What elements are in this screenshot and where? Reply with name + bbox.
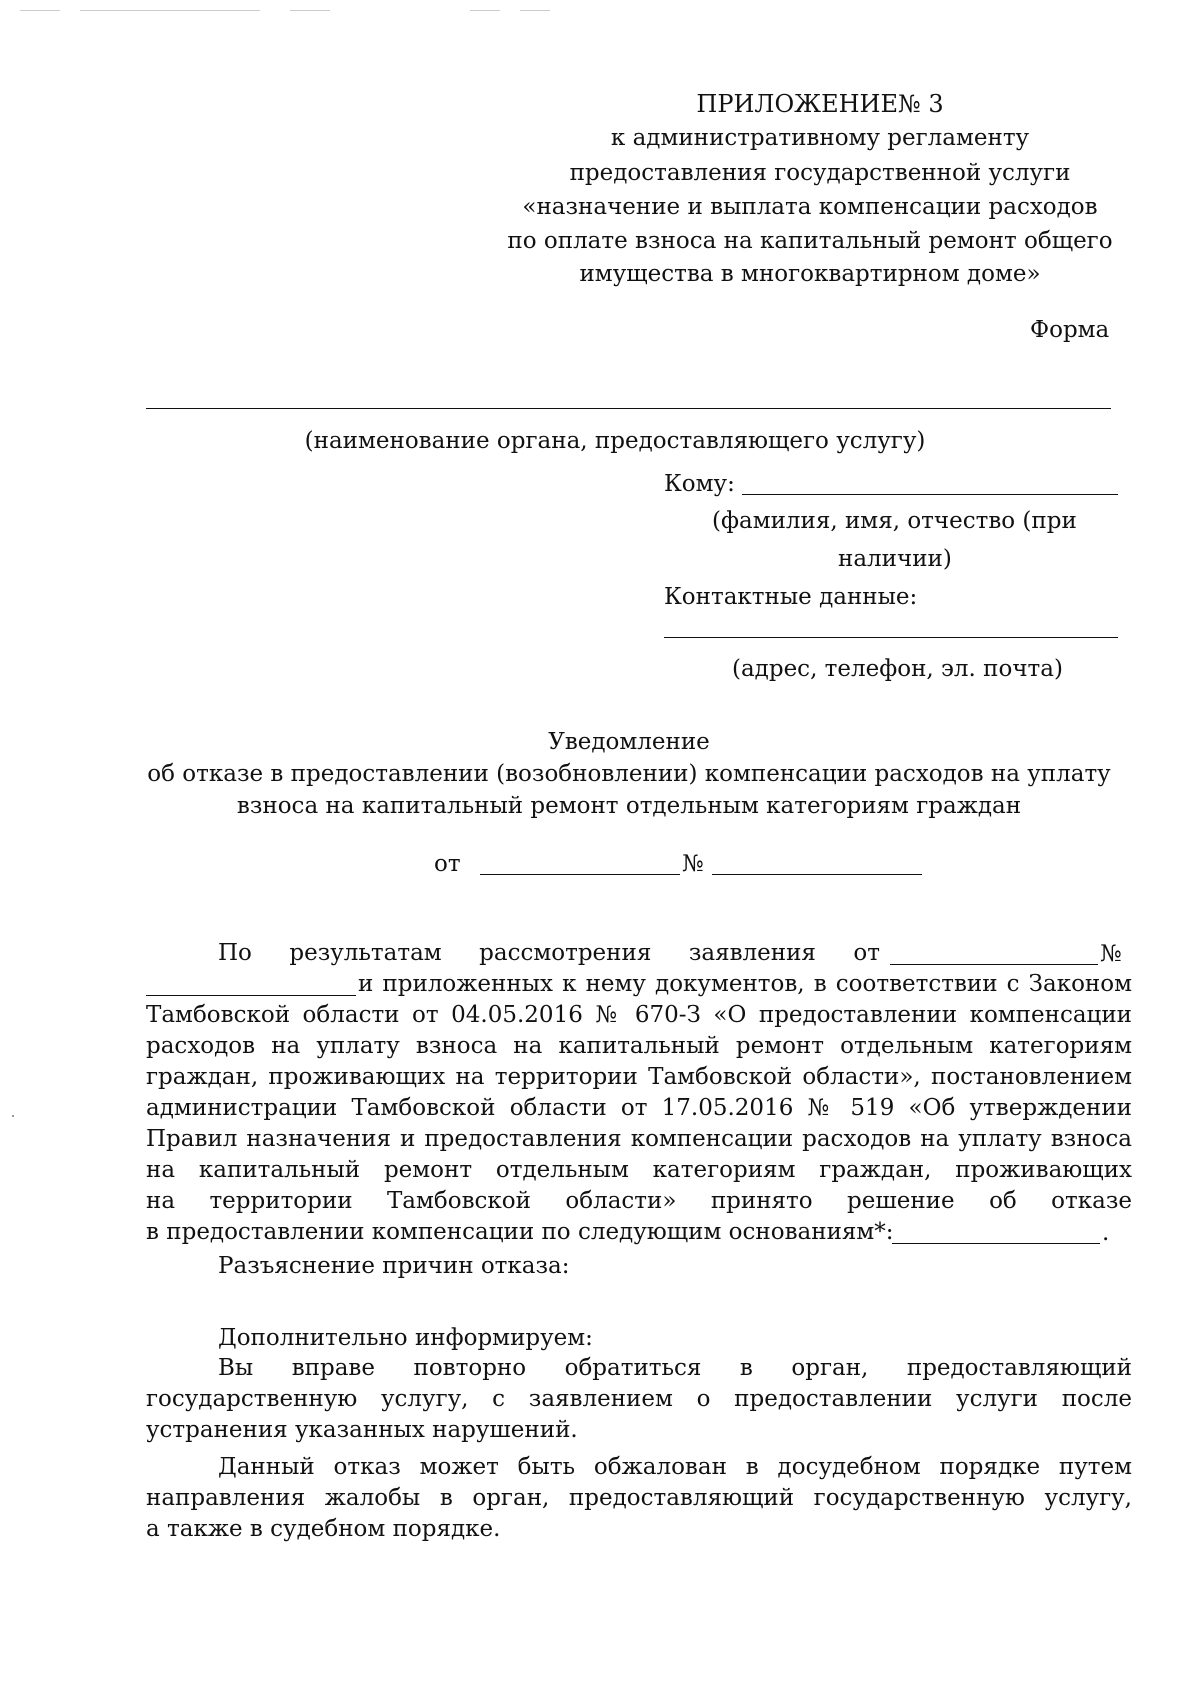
body-p2-line-3: устранения указанных нарушений. <box>146 1417 578 1443</box>
body-p2-line-1: Вы вправе повторно обратиться в орган, предоставляющий <box>218 1355 1132 1381</box>
authority-name-line <box>146 408 1111 409</box>
notice-number-label: № <box>682 851 704 877</box>
notice-number-line <box>712 874 922 875</box>
notice-subtitle-line-2: взноса на капитальный ремонт отдельным категориям граждан <box>236 793 1022 819</box>
application-number-line <box>146 995 356 996</box>
body-p1-line-5: граждан, проживающих на территории Тамбовской области», постановлением <box>146 1064 1132 1090</box>
recipient-to-label: Кому: <box>664 471 735 497</box>
notice-title: Уведомление <box>548 729 710 755</box>
body-p1-end: . <box>1102 1220 1110 1246</box>
annex-line-3: «назначение и выплата компенсации расходов <box>522 194 1098 220</box>
annex-line-4: по оплате взноса на капитальный ремонт общего <box>507 228 1113 254</box>
form-label: Форма <box>1030 317 1110 343</box>
annex-line-5: имущества в многоквартирном доме» <box>579 261 1041 287</box>
notice-date-line <box>480 874 680 875</box>
body-p3-line-2: направления жалобы в орган, предоставляющий государственную услугу, <box>146 1485 1132 1511</box>
authority-caption: (наименование органа, предоставляющего услугу) <box>304 428 926 454</box>
body-p3-line-3: а также в судебном порядке. <box>146 1516 501 1542</box>
scan-speck <box>12 1115 14 1117</box>
contacts-line <box>664 637 1118 638</box>
fio-caption-line-1: (фамилия, имя, отчество (при <box>712 508 1077 534</box>
body-p1-line-6: администрации Тамбовской области от 17.05.2016 № 519 «Об утверждении <box>146 1095 1132 1121</box>
body-p1-line-7: Правил назначения и предоставления компенсации расходов на уплату взноса <box>146 1126 1132 1152</box>
annex-line-2: предоставления государственной услуги <box>569 160 1071 186</box>
recipient-name-line <box>742 494 1118 495</box>
application-number-sign: № <box>1100 941 1122 967</box>
application-date-line <box>890 964 1098 965</box>
grounds-line <box>892 1243 1100 1244</box>
body-p1-line-4: расходов на уплату взноса на капитальный ремонт отдельным категориям <box>146 1033 1132 1059</box>
notice-subtitle-line-1: об отказе в предоставлении (возобновлении) компенсации расходов на уплату <box>147 761 1111 787</box>
body-p1-line-10: в предоставлении компенсации по следующим основаниям*: <box>146 1219 894 1245</box>
annex-line-1: к административному регламенту <box>610 125 1030 151</box>
contacts-caption: (адрес, телефон, эл. почта) <box>732 656 1063 682</box>
fio-caption-line-2: наличии) <box>838 546 952 572</box>
body-p1-line-3: Тамбовской области от 04.05.2016 № 670-З «О предоставлении компенсации <box>146 1002 1132 1028</box>
body-p1-line-8: на капитальный ремонт отдельным категориям граждан, проживающих <box>146 1157 1132 1183</box>
body-p1-line-9: на территории Тамбовской области» принято решение об отказе <box>146 1188 1132 1214</box>
body-p1-line-2: и приложенных к нему документов, в соответствии с Законом <box>358 971 1132 997</box>
contacts-label: Контактные данные: <box>664 584 918 610</box>
body-p3-line-1: Данный отказ может быть обжалован в досудебном порядке путем <box>218 1454 1132 1480</box>
body-p1-start: По результатам рассмотрения заявления от <box>218 940 880 966</box>
annex-title: ПРИЛОЖЕНИЕ№ 3 <box>696 90 944 118</box>
reasons-label: Разъяснение причин отказа: <box>218 1253 570 1279</box>
notice-date-label: от <box>434 851 461 877</box>
body-p1-line-1 <box>218 938 880 969</box>
additional-label: Дополнительно информируем: <box>218 1325 593 1351</box>
body-p2-line-2: государственную услугу, с заявлением о предоставлении услуги после <box>146 1386 1132 1412</box>
scan-artifacts <box>0 10 560 14</box>
